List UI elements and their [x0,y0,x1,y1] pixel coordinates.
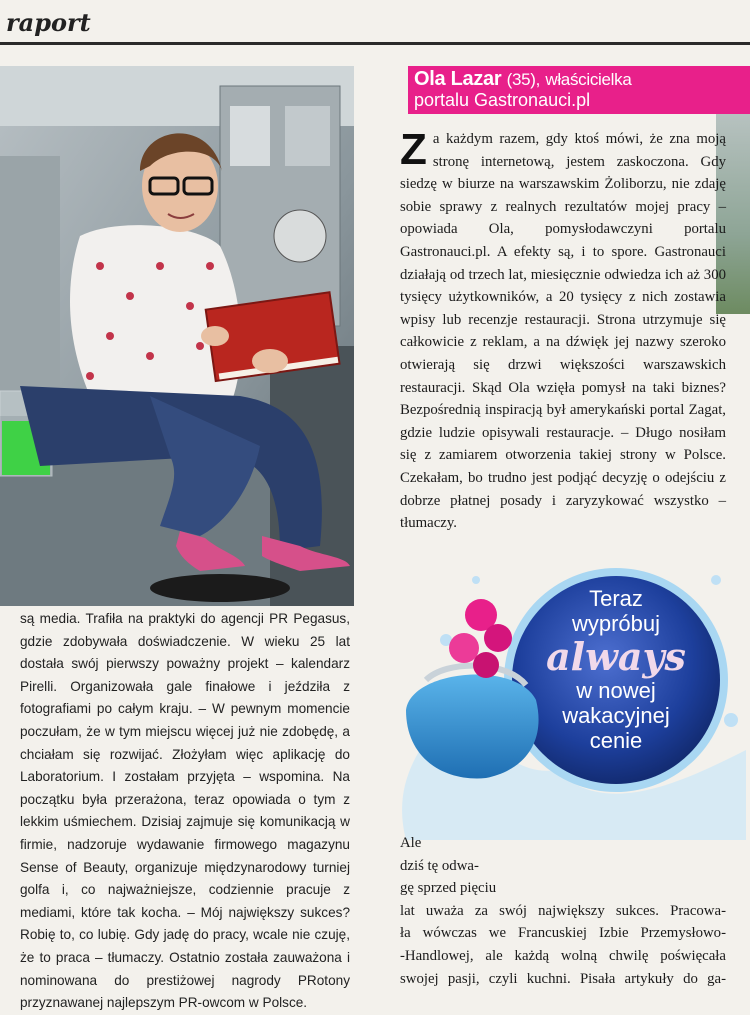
right-article-continuation [400,832,726,990]
continuation-line: -Handlowej, ale każdą wolną chwilę poświęcała [400,947,726,964]
continuation-line: swojej pasji, czyli kuchni. Pisała artykuły do ga- [400,970,726,987]
left-article-column [20,608,350,1015]
ad-line-3: w nowej [576,678,656,703]
continuation-line: dziś tę odwa- [400,857,479,874]
continuation-line: lat uważa za swój największy sukces. Pracowa- [400,902,726,919]
right-article-column [400,125,726,535]
continuation-line: ła wówczas we Francuskiej Izbie Przemysłowo- [400,925,726,942]
profile-name: Ola Lazar [414,68,502,90]
drop-cap: Z [400,125,427,174]
continuation-line: Ale [400,835,422,851]
continuation-line: gę sprzed pięciu [400,880,497,897]
ad-brand-logo: always [546,634,686,679]
profile-age: (35), [506,70,541,89]
left-paragraph: są media. Trafiła na praktyki do agencji PR Pegasus, gdzie zdobywała doświadczenie. W wieku 25 lat dostała swój pierwszy poważny projekt – kalendarz Pirelli. Organizowała gale finałowe i jeździła z fotografiami po całym kraju. – W pewnym momencie poczułam, że w tym miejscu więcej już nie zdobędę, a chciałam się rozwijać. Złożyłam więc aplikację do Laboratorium. I zostałam przyjęta – wspomina. Na początku była przerażona, teraz opowiada o tym z lekkim uśmiechem. Dzisiaj zajmuje się komunikacją w firmie, nadzoruje wydawanie firmowego magazynu Sense of Beauty, organizuje międzynarodowy turniej golfa i, co najważniejsze, codziennie pracuje z mediami, które tak kocha. – Mój największy sukces? Robię to, co lubię. Gdy jadę do pracy, wcale nie czuję, że to praca – tłumaczy. Ostatnio została zauważona i nominowana do prestiżowej nagrody PRotony przyznawanej najlepszym PR-owcom w Polsce. [20,611,350,1011]
ad-line-2: wypróbuj [571,611,661,636]
ad-copy [526,586,706,753]
right-paragraph: a każdym razem, gdy ktoś mówi, że zna moją stronę internetową, jestem zaskoczona. Gdy siedzę w biurze na warszawskim Żoliborzu, nie zdaję sobie sprawy z realnych rezultatów mojej pracy – opowiada Ola, pomysłodawczyni portalu Gastronauci.pl. A efekty są, i to spore. Gastronauci działają od trzech lat, miesięcznie odwiedza ich aż 300 tysięcy użytkowników, a 20 tysięcy z nich zostawia wpisy lub recenzje restauracji. Strona utrzymuje się całkowicie z reklam, a na dźwięk jej nazwy szeroko otwierają się drzwi większości warszawskich restauracji. Skąd Ola wzięła pomysł na taki biznes? Bezpośrednią inspiracją był amerykański portal Zagat, gdzie ludzie opisywali restauracje. – Długo nosiłam się z zamiarem otworzenia takiej strony w Polsce. Czekałam, bo trudno jest podjąć decyzję o odejściu z dobrze płatnej posady i zaryzykować wszystko – tłumaczy. [400,131,726,532]
ad-line-4: wakacyjnej [562,703,670,728]
ad-line-5: cenie [589,728,643,753]
ad-line-1: Teraz [589,586,643,611]
section-label: raport [6,8,91,37]
profile-name-line [414,68,632,91]
portrait-photo [0,66,354,606]
header-rule [0,42,750,45]
profile-portal: portalu Gastronauci.pl [414,90,591,110]
lab-scene-illustration [0,66,354,606]
profile-role: właścicielka [545,70,632,89]
profile-infobox [408,66,750,114]
